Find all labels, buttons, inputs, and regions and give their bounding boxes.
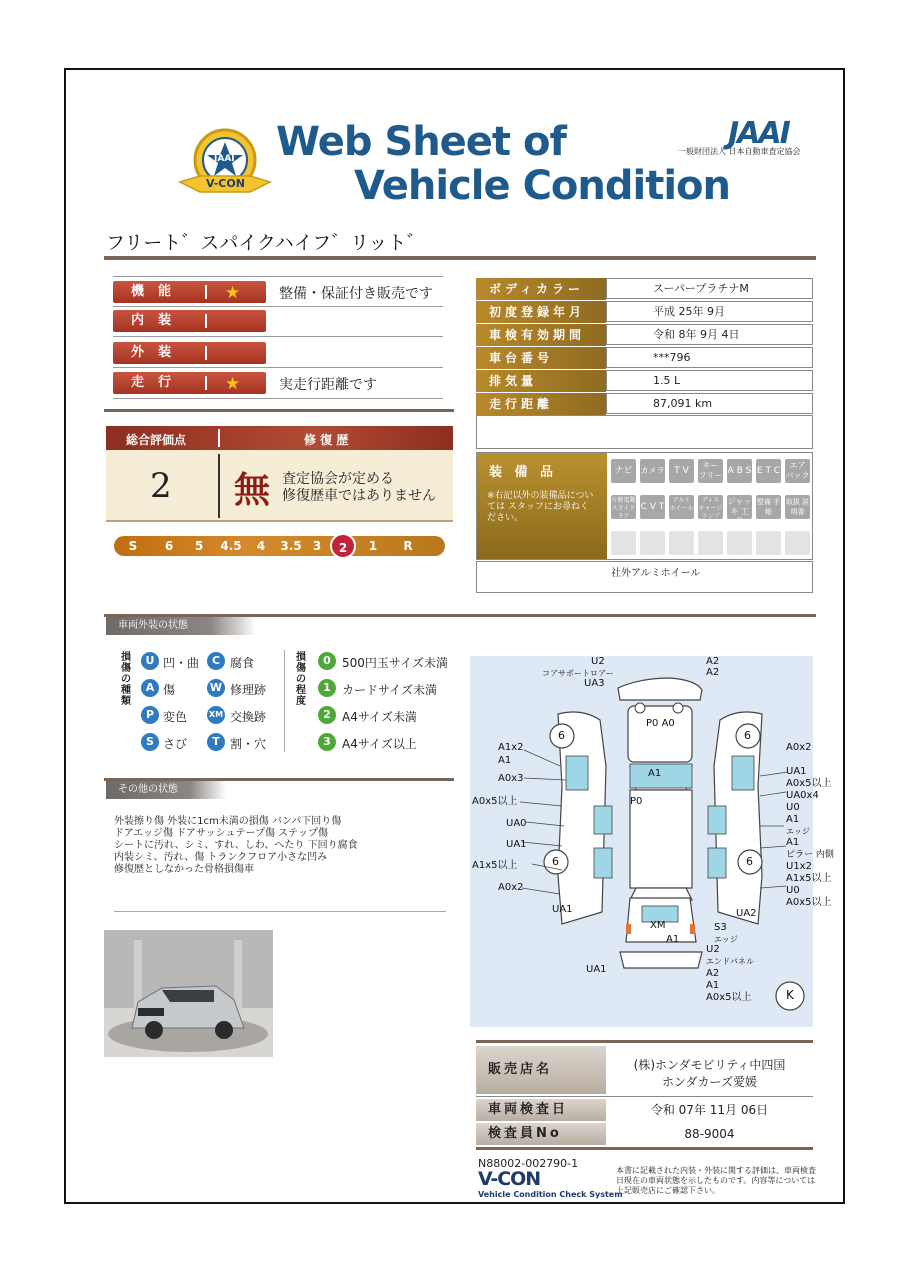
other-lines: [114, 816, 358, 876]
other-line: 内装シミ、汚れ、傷 トランクフロア小さな凹み: [114, 852, 328, 863]
scale-item: R: [403, 539, 413, 553]
equip-manual: 取扱 説明書: [785, 495, 810, 519]
vehicle-photo: [104, 930, 273, 1057]
equip-maintenance-book: 整備 手帳: [756, 495, 781, 519]
diag-label: A1: [498, 755, 512, 766]
divider: [114, 911, 446, 912]
diag-label: A1x2: [498, 742, 524, 753]
diag-label: U0: [786, 802, 800, 813]
diag-label: UA2: [736, 908, 757, 919]
diag-label: UA3: [584, 678, 605, 689]
diag-label: A0x5以上: [706, 992, 752, 1003]
diag-label: A0x2: [498, 882, 524, 893]
divider: [476, 1147, 813, 1150]
diag-label: U1x2: [786, 861, 812, 872]
info-value-body-color: スーパープラチナM: [606, 278, 813, 299]
badge-k: K: [786, 988, 794, 1002]
repair-mark: 無: [234, 469, 271, 511]
diag-label: A2: [706, 656, 720, 667]
other-line: 修復歴としなかった骨格損傷車: [114, 864, 254, 875]
diag-label: A2: [706, 667, 720, 678]
equip-empty: [698, 531, 723, 555]
info-value-mileage: 87,091 km: [606, 393, 813, 414]
inspection-date-label: 車両検査日: [476, 1099, 606, 1121]
divider: [113, 336, 443, 337]
score-header: 総合評価点: [126, 433, 187, 447]
tire-depth: 6: [746, 855, 753, 868]
exterior-section-title: 車両外装の状態: [106, 617, 256, 635]
degree-text-2: A4サイズ未満: [342, 710, 417, 724]
title-line-1: Web Sheet of: [276, 119, 566, 165]
tire-depth: 6: [744, 729, 751, 742]
divider: [113, 367, 443, 368]
type-code-u: U: [141, 652, 159, 670]
type-code-w: W: [207, 679, 225, 697]
org-name: 一般財団法人 日本自動車査定協会: [678, 147, 801, 156]
diag-label: UA1: [786, 766, 807, 777]
diag-label: UA1: [506, 839, 527, 850]
degree-code-2: 2: [318, 706, 336, 724]
other-line: 外装擦り傷 外装に1cm未満の損傷 バンパ下回り傷: [114, 816, 342, 827]
page-title: [276, 120, 730, 208]
type-code-xm: XM: [207, 706, 225, 724]
other-line: ドアエッジ傷 ドアサッシュテープ傷 ステップ傷: [114, 828, 328, 839]
equip-empty: [785, 531, 810, 555]
info-label-inspection-expiry: 車検有効期間: [476, 324, 606, 346]
rating-label: 内装: [131, 313, 186, 328]
divider: [476, 1040, 813, 1043]
diag-label: S3: [714, 922, 727, 933]
type-text-c: 腐食: [230, 656, 255, 670]
scale-item: 4: [256, 539, 266, 553]
type-text-w: 修理跡: [230, 683, 267, 697]
type-text-s: さび: [163, 737, 188, 751]
equip-navi: ナビ: [611, 459, 636, 483]
scale-item: 3.5: [280, 539, 302, 553]
vcon-emblem: [176, 126, 274, 202]
equipment-box: [476, 452, 813, 560]
diag-label: A1: [786, 837, 800, 848]
body-divider: [218, 454, 220, 518]
diag-label: A0x5以上: [786, 897, 832, 908]
emblem-ribbon: V-CON: [206, 177, 245, 190]
equip-jack-tool: ジャッキ 工具: [727, 497, 752, 526]
diag-label: コアサポートロアー: [542, 669, 614, 678]
diag-label: UA1: [586, 964, 607, 975]
star-icon: ★: [225, 374, 241, 394]
info-blank-box: [476, 415, 813, 449]
equipment-extra: [476, 561, 813, 593]
jaai-logo: JAAI: [728, 116, 789, 151]
type-text-xm: 交換跡: [230, 710, 267, 724]
diag-label: エッジ: [786, 827, 810, 836]
equip-discharge-lamp: ディス チャージ ランプ: [698, 497, 723, 520]
degree-text-3: A4サイズ以上: [342, 737, 417, 751]
star-icon: ★: [225, 283, 241, 303]
diag-label: A1: [786, 814, 800, 825]
degree-code-0: 0: [318, 652, 336, 670]
equip-etc: E T C: [756, 459, 781, 483]
scale-item-selected: 2: [330, 533, 356, 559]
damage-degree-label: 損傷の程度: [296, 652, 306, 707]
diag-label: A1: [706, 980, 720, 991]
tire-depth: 6: [558, 729, 565, 742]
type-text-p: 変色: [163, 710, 188, 724]
equip-empty: [727, 531, 752, 555]
equip-keyless: キー フリー: [698, 459, 723, 483]
type-code-c: C: [207, 652, 225, 670]
rating-label: 走行: [131, 375, 186, 390]
equip-camera: カメラ: [640, 459, 665, 483]
scale-item: 5: [194, 539, 204, 553]
type-text-a: 傷: [163, 683, 176, 697]
info-value-inspection-expiry: 令和 8年 9月 4日: [606, 324, 813, 345]
inspector-label: 検査員No: [476, 1123, 606, 1145]
equipment-title: 装 備 品: [489, 465, 558, 480]
diag-label: A0x2: [786, 742, 812, 753]
diag-label: UA1: [552, 904, 573, 915]
divider: [113, 398, 443, 399]
store-name-1: (株)ホンダモビリティ中四国: [633, 1058, 786, 1072]
scale-item: S: [128, 539, 138, 553]
degree-code-3: 3: [318, 733, 336, 751]
inspection-date: 令和 07年 11月 06日: [606, 1099, 813, 1121]
diag-label: A0x5以上: [786, 778, 832, 789]
store-name-2: ホンダカーズ愛媛: [662, 1075, 757, 1089]
info-label-displacement: 排気量: [476, 370, 606, 392]
equip-empty: [669, 531, 694, 555]
divider: [104, 256, 816, 260]
repair-text-2: 修復歴車ではありません: [282, 488, 436, 504]
info-label-body-color: ボディカラー: [476, 278, 606, 300]
car-name: フリート゛スパイクハイフ゛リット゛: [106, 232, 426, 254]
vcon-logo: V-CON: [478, 1168, 541, 1190]
info-value-displacement: 1.5 L: [606, 370, 813, 391]
diag-label: UA0x4: [786, 790, 819, 801]
divider: [476, 1096, 813, 1097]
info-value-first-reg: 平成 25年 9月: [606, 301, 813, 322]
rating-label: 機能: [131, 284, 186, 299]
diag-label: U2: [591, 656, 605, 667]
diag-label: P0: [630, 796, 643, 807]
diag-label: エッジ: [714, 935, 738, 944]
equip-tv: T V: [669, 459, 694, 483]
rating-label: 外装: [131, 345, 186, 360]
type-code-a: A: [141, 679, 159, 697]
title-line-2: Vehicle Condition: [354, 163, 731, 209]
divider: [113, 306, 443, 307]
scale-item: 6: [164, 539, 174, 553]
legend-divider: [284, 650, 285, 752]
diag-label: A1: [666, 934, 680, 945]
tire-depth: 6: [552, 855, 559, 868]
diag-label: A0x5以上: [472, 796, 518, 807]
other-line: シートに汚れ、シミ、すれ、しわ、へたり 下回り腐食: [114, 840, 358, 851]
diag-label: P0 A0: [646, 718, 675, 729]
equip-alloy-wheel: アルミ ホイール: [669, 495, 694, 519]
inspector-no: 88-9004: [606, 1123, 813, 1145]
equip-cvt: C V T: [640, 495, 665, 519]
store-label: 販売店名: [476, 1046, 606, 1094]
rating-text: 実走行距離です: [279, 377, 377, 393]
scale-item: 4.5: [220, 539, 242, 553]
info-value-chassis-no: ***796: [606, 347, 813, 368]
damage-type-label: 損傷の種類: [121, 652, 131, 707]
diag-label: A0x3: [498, 773, 524, 784]
equip-empty: [756, 531, 781, 555]
degree-code-1: 1: [318, 679, 336, 697]
diag-label: エンドパネル: [706, 957, 754, 966]
header-divider: [218, 429, 220, 447]
type-text-t: 割・穴: [230, 737, 267, 751]
equipment-note: ※右記以外の装備品については スタッフにお尋ねください。: [487, 491, 594, 523]
repair-text-1: 査定協会が定める: [282, 471, 394, 487]
repair-header: 修 復 歴: [304, 433, 349, 447]
equipment-extra-text: 社外アルミホイール: [611, 568, 701, 579]
equip-slide-door: 片側電動 スライド ドア: [611, 497, 636, 520]
scale-item: 1: [368, 539, 378, 553]
equip-abs: A B S: [727, 459, 752, 483]
diag-label: A1x5以上: [472, 860, 518, 871]
store-name: [606, 1046, 813, 1094]
footer-note: 本書に記載された内装・外装に関する評価は、車両検査日現在の車両状態を示したものです。内容等については上記販売店にご確認下さい。: [616, 1166, 816, 1195]
equip-empty: [611, 531, 636, 555]
sheet-number: N88002-002790-1: [478, 1157, 579, 1170]
score-scale: [114, 536, 445, 556]
diag-label: A1: [648, 768, 662, 779]
emblem-text: JAAI: [214, 154, 235, 164]
diag-label: XM: [650, 920, 666, 931]
diag-label: UA0: [506, 818, 527, 829]
diag-label: U0: [786, 885, 800, 896]
divider: [104, 409, 454, 412]
diag-label: ピラー 内側: [786, 850, 834, 860]
rating-text: 整備・保証付き販売です: [279, 286, 433, 302]
overall-header: [106, 426, 453, 450]
info-label-first-reg: 初度登録年月: [476, 301, 606, 323]
overall-score: 2: [150, 466, 172, 506]
type-code-s: S: [141, 733, 159, 751]
degree-text-0: 500円玉サイズ未満: [342, 656, 448, 670]
info-label-mileage: 走行距離: [476, 393, 606, 415]
scale-item: 3: [312, 539, 322, 553]
overall-body: [106, 450, 453, 522]
diag-label: A1x5以上: [786, 873, 832, 884]
diag-label: U2: [706, 944, 720, 955]
type-code-p: P: [141, 706, 159, 724]
damage-diagram: [470, 656, 834, 1027]
equip-airbag: エア バック: [785, 459, 810, 483]
divider: [113, 276, 443, 277]
other-section-title: その他の状態: [106, 781, 226, 799]
degree-text-1: カードサイズ未満: [342, 683, 438, 697]
info-label-chassis-no: 車台番号: [476, 347, 606, 369]
vcon-subtitle: Vehicle Condition Check System: [478, 1190, 623, 1199]
equip-empty: [640, 531, 665, 555]
type-text-u: 凹・曲: [163, 656, 200, 670]
type-code-t: T: [207, 733, 225, 751]
diag-label: A2: [706, 968, 720, 979]
